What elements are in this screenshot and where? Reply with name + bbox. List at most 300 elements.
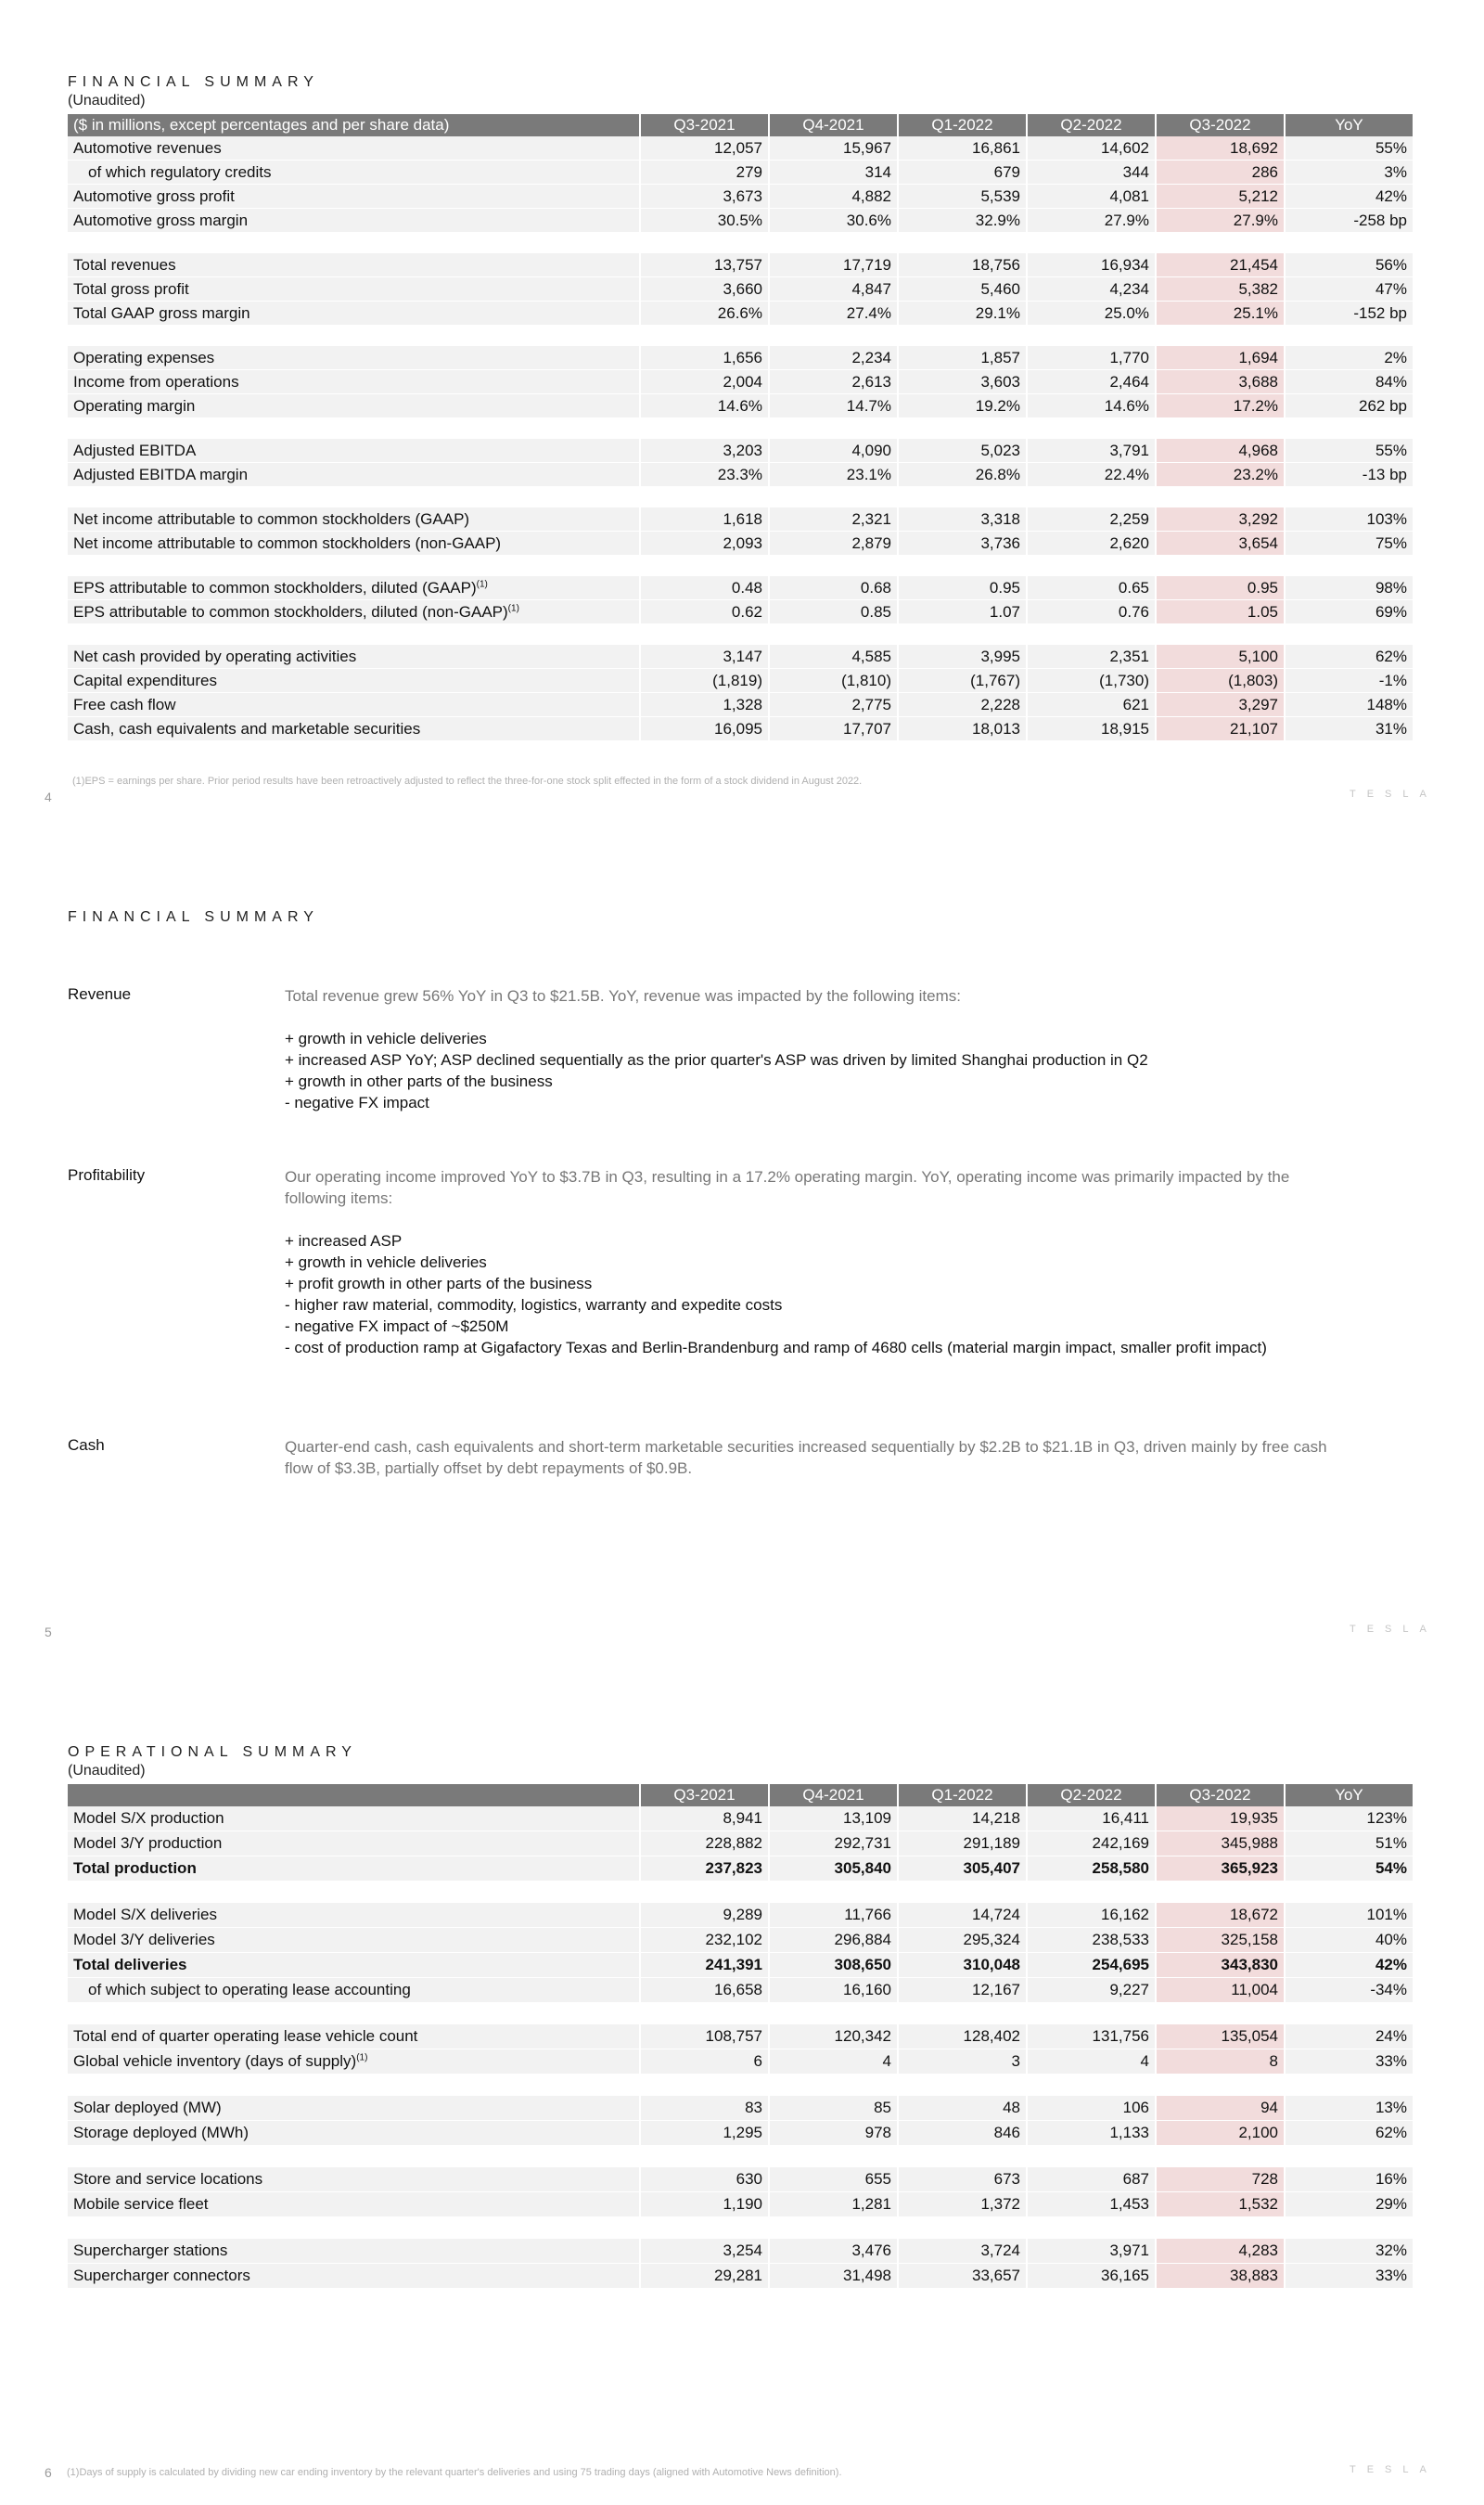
yoy-cell: 55% — [1285, 439, 1414, 463]
table-row — [68, 1978, 1414, 2003]
value-cell: 17.2% — [1156, 394, 1285, 418]
row-label: EPS attributable to common stockholders, diluted (GAAP)$^{(1)}$ — [68, 576, 640, 600]
value-cell: (1,819) — [640, 669, 769, 693]
value-cell: 1,694 — [1156, 346, 1285, 370]
value-cell: 26.8% — [898, 463, 1027, 487]
value-cell: 9,289 — [640, 1903, 769, 1928]
summary-item: - negative FX impact — [285, 1094, 429, 1111]
value-cell: 8,941 — [640, 1806, 769, 1831]
value-cell: 14.6% — [1027, 394, 1156, 418]
yoy-cell: 29% — [1285, 2192, 1414, 2217]
value-cell: 6 — [640, 2049, 769, 2075]
value-cell: 325,158 — [1156, 1928, 1285, 1953]
value-cell: 25.0% — [1027, 302, 1156, 326]
tesla-wordmark: TESLA — [1350, 789, 1438, 800]
value-cell: 13,757 — [640, 253, 769, 277]
value-cell: 12,167 — [898, 1978, 1027, 2003]
header-column: Q1-2022 — [898, 1784, 1027, 1806]
summary-intro: Our operating income improved YoY to $3.7B in Q3, resulting in a 17.2% operating margin. YoY, operating income was primarily impacted by the following items: — [285, 1168, 1290, 1207]
value-cell: 365,923 — [1156, 1856, 1285, 1882]
table-row — [68, 693, 1414, 717]
spacer-row — [68, 2146, 1414, 2167]
header-column: Q4-2021 — [769, 114, 898, 136]
table-row — [68, 136, 1414, 161]
value-cell: (1,767) — [898, 669, 1027, 693]
value-cell: 1.07 — [898, 600, 1027, 624]
page-financial-summary-text — [0, 835, 1484, 1670]
yoy-cell: 55% — [1285, 136, 1414, 161]
value-cell: 655 — [769, 2167, 898, 2192]
value-cell: 23.2% — [1156, 463, 1285, 487]
value-cell: 0.85 — [769, 600, 898, 624]
value-cell: 17,707 — [769, 717, 898, 741]
row-label: Adjusted EBITDA — [68, 439, 640, 463]
value-cell: 33,657 — [898, 2264, 1027, 2289]
header-column: Q1-2022 — [898, 114, 1027, 136]
yoy-cell: 62% — [1285, 2121, 1414, 2146]
table-row — [68, 161, 1414, 185]
value-cell: 3,254 — [640, 2239, 769, 2264]
value-cell: 2,464 — [1027, 370, 1156, 394]
section-title: OPERATIONAL SUMMARY — [68, 1744, 357, 1760]
table-row — [68, 1903, 1414, 1928]
value-cell: 279 — [640, 161, 769, 185]
table-row — [68, 507, 1414, 532]
value-cell: 2,228 — [898, 693, 1027, 717]
value-cell: 29,281 — [640, 2264, 769, 2289]
row-label: Store and service locations — [68, 2167, 640, 2192]
value-cell: 48 — [898, 2096, 1027, 2121]
row-label: Net income attributable to common stockholders (GAAP) — [68, 507, 640, 532]
value-cell: 5,539 — [898, 185, 1027, 209]
value-cell: 2,259 — [1027, 507, 1156, 532]
yoy-cell: 42% — [1285, 185, 1414, 209]
value-cell: 1,656 — [640, 346, 769, 370]
value-cell: 1.05 — [1156, 600, 1285, 624]
table-row — [68, 600, 1414, 624]
header-column: YoY — [1285, 1784, 1414, 1806]
value-cell: 314 — [769, 161, 898, 185]
value-cell: 3,660 — [640, 277, 769, 302]
value-cell: 4 — [769, 2049, 898, 2075]
yoy-cell: 62% — [1285, 645, 1414, 669]
value-cell: 1,133 — [1027, 2121, 1156, 2146]
row-label: of which regulatory credits — [68, 161, 640, 185]
footnote-marker: (1) — [507, 602, 519, 613]
yoy-cell: -13 bp — [1285, 463, 1414, 487]
summary-item: + profit growth in other parts of the business — [285, 1275, 593, 1292]
value-cell: 5,382 — [1156, 277, 1285, 302]
summary-body — [285, 1436, 1351, 1479]
value-cell: 16,160 — [769, 1978, 898, 2003]
value-cell: 16,861 — [898, 136, 1027, 161]
section-title: FINANCIAL SUMMARY — [68, 909, 319, 925]
row-label: Free cash flow — [68, 693, 640, 717]
section-subtitle: (Unaudited) — [68, 1763, 146, 1779]
value-cell: 3 — [898, 2049, 1027, 2075]
value-cell: 120,342 — [769, 2024, 898, 2049]
value-cell: 344 — [1027, 161, 1156, 185]
value-cell: 242,169 — [1027, 1831, 1156, 1856]
value-cell: 3,147 — [640, 645, 769, 669]
summary-intro: Total revenue grew 56% YoY in Q3 to $21.5B. YoY, revenue was impacted by the following items: — [285, 987, 961, 1005]
value-cell: 1,295 — [640, 2121, 769, 2146]
yoy-cell: 75% — [1285, 532, 1414, 556]
header-column: Q2-2022 — [1027, 114, 1156, 136]
table-row — [68, 669, 1414, 693]
value-cell: 21,107 — [1156, 717, 1285, 741]
yoy-cell: 101% — [1285, 1903, 1414, 1928]
value-cell: 2,004 — [640, 370, 769, 394]
table-row — [68, 1856, 1414, 1882]
table-header-row — [68, 114, 1414, 136]
table-row — [68, 394, 1414, 418]
value-cell: 18,756 — [898, 253, 1027, 277]
section-subtitle: (Unaudited) — [68, 93, 146, 109]
value-cell: 343,830 — [1156, 1953, 1285, 1978]
row-label: Adjusted EBITDA margin — [68, 463, 640, 487]
table-row — [68, 1953, 1414, 1978]
summary-label: Profitability — [68, 1166, 146, 1184]
table-row — [68, 277, 1414, 302]
value-cell: 4,283 — [1156, 2239, 1285, 2264]
value-cell: 27.4% — [769, 302, 898, 326]
value-cell: 135,054 — [1156, 2024, 1285, 2049]
table-row — [68, 645, 1414, 669]
value-cell: 621 — [1027, 693, 1156, 717]
operational-summary-table — [68, 1784, 1414, 2289]
financial-summary-table — [68, 114, 1414, 741]
value-cell: 3,654 — [1156, 532, 1285, 556]
value-cell: 2,613 — [769, 370, 898, 394]
value-cell: 228,882 — [640, 1831, 769, 1856]
yoy-cell: 33% — [1285, 2049, 1414, 2075]
value-cell: 14,218 — [898, 1806, 1027, 1831]
spacer-cell — [68, 556, 1414, 576]
spacer-cell — [68, 2003, 1414, 2024]
value-cell: 2,879 — [769, 532, 898, 556]
value-cell: 3,673 — [640, 185, 769, 209]
value-cell: 305,840 — [769, 1856, 898, 1882]
spacer-cell — [68, 1882, 1414, 1903]
value-cell: 345,988 — [1156, 1831, 1285, 1856]
yoy-cell: 40% — [1285, 1928, 1414, 1953]
value-cell: 3,736 — [898, 532, 1027, 556]
table-row — [68, 2264, 1414, 2289]
yoy-cell: 32% — [1285, 2239, 1414, 2264]
value-cell: 3,791 — [1027, 439, 1156, 463]
footnote-marker: (1) — [356, 2052, 368, 2063]
yoy-cell: 31% — [1285, 717, 1414, 741]
value-cell: 2,620 — [1027, 532, 1156, 556]
spacer-row — [68, 2075, 1414, 2096]
table-row — [68, 576, 1414, 600]
spacer-row — [68, 556, 1414, 576]
spacer-cell — [68, 2217, 1414, 2239]
row-label: Model 3/Y production — [68, 1831, 640, 1856]
table-row — [68, 2239, 1414, 2264]
value-cell: 305,407 — [898, 1856, 1027, 1882]
row-label: Automotive revenues — [68, 136, 640, 161]
table-row — [68, 370, 1414, 394]
value-cell: 36,165 — [1027, 2264, 1156, 2289]
value-cell: 3,203 — [640, 439, 769, 463]
value-cell: 1,281 — [769, 2192, 898, 2217]
row-label: Operating expenses — [68, 346, 640, 370]
spacer-cell — [68, 2075, 1414, 2096]
value-cell: 310,048 — [898, 1953, 1027, 1978]
row-label: Supercharger connectors — [68, 2264, 640, 2289]
value-cell: 1,372 — [898, 2192, 1027, 2217]
table-row — [68, 185, 1414, 209]
table-row — [68, 439, 1414, 463]
value-cell: 18,692 — [1156, 136, 1285, 161]
row-label: Total gross profit — [68, 277, 640, 302]
row-label: Total GAAP gross margin — [68, 302, 640, 326]
value-cell: 83 — [640, 2096, 769, 2121]
page-operational-table — [0, 1670, 1484, 2505]
value-cell: 254,695 — [1027, 1953, 1156, 1978]
value-cell: 258,580 — [1027, 1856, 1156, 1882]
yoy-cell: 262 bp — [1285, 394, 1414, 418]
value-cell: 18,013 — [898, 717, 1027, 741]
spacer-row — [68, 326, 1414, 346]
value-cell: 3,971 — [1027, 2239, 1156, 2264]
table-row — [68, 717, 1414, 741]
yoy-cell: -34% — [1285, 1978, 1414, 2003]
table-row — [68, 1806, 1414, 1831]
value-cell: 2,234 — [769, 346, 898, 370]
spacer-cell — [68, 418, 1414, 439]
table-row — [68, 302, 1414, 326]
value-cell: 11,004 — [1156, 1978, 1285, 2003]
spacer-row — [68, 1882, 1414, 1903]
value-cell: 2,775 — [769, 693, 898, 717]
value-cell: 296,884 — [769, 1928, 898, 1953]
value-cell: 17,719 — [769, 253, 898, 277]
value-cell: 26.6% — [640, 302, 769, 326]
row-label: Capital expenditures — [68, 669, 640, 693]
summary-body — [285, 1166, 1351, 1358]
spacer-row — [68, 418, 1414, 439]
value-cell: 2,321 — [769, 507, 898, 532]
table-row — [68, 2049, 1414, 2075]
value-cell: (1,730) — [1027, 669, 1156, 693]
summary-item: + increased ASP YoY; ASP declined sequentially as the prior quarter's ASP was driven by limited Shanghai production in Q2 — [285, 1051, 1148, 1069]
yoy-cell: 24% — [1285, 2024, 1414, 2049]
table-row — [68, 2167, 1414, 2192]
value-cell: 5,212 — [1156, 185, 1285, 209]
value-cell: 1,190 — [640, 2192, 769, 2217]
value-cell: 846 — [898, 2121, 1027, 2146]
value-cell: 2,100 — [1156, 2121, 1285, 2146]
page-number: 6 — [45, 2465, 52, 2480]
value-cell: 5,023 — [898, 439, 1027, 463]
value-cell: 23.1% — [769, 463, 898, 487]
value-cell: 4,234 — [1027, 277, 1156, 302]
table-header-row — [68, 1784, 1414, 1806]
value-cell: 30.6% — [769, 209, 898, 233]
value-cell: 4,968 — [1156, 439, 1285, 463]
footnote-visible: (1)Days of supply is calculated by dividing new car ending inventory by the relevant quarter's deliveries and using 75 trading days (aligned with Automotive News definition). — [67, 2467, 842, 2478]
value-cell: 16,934 — [1027, 253, 1156, 277]
value-cell: 978 — [769, 2121, 898, 2146]
value-cell: 0.95 — [898, 576, 1027, 600]
value-cell: 237,823 — [640, 1856, 769, 1882]
table-row — [68, 463, 1414, 487]
yoy-cell: 2% — [1285, 346, 1414, 370]
yoy-cell: 103% — [1285, 507, 1414, 532]
value-cell: 16,095 — [640, 717, 769, 741]
value-cell: 2,093 — [640, 532, 769, 556]
yoy-cell: 47% — [1285, 277, 1414, 302]
value-cell: 0.95 — [1156, 576, 1285, 600]
value-cell: 14.6% — [640, 394, 769, 418]
spacer-row — [68, 2217, 1414, 2239]
value-cell: 25.1% — [1156, 302, 1285, 326]
yoy-cell: 84% — [1285, 370, 1414, 394]
spacer-cell — [68, 487, 1414, 507]
spacer-cell — [68, 326, 1414, 346]
value-cell: 16,162 — [1027, 1903, 1156, 1928]
summary-item: + growth in vehicle deliveries — [285, 1030, 487, 1047]
yoy-cell: -1% — [1285, 669, 1414, 693]
value-cell: 1,770 — [1027, 346, 1156, 370]
header-column: YoY — [1285, 114, 1414, 136]
value-cell: 291,189 — [898, 1831, 1027, 1856]
row-label: Storage deployed (MWh) — [68, 2121, 640, 2146]
yoy-cell: -152 bp — [1285, 302, 1414, 326]
value-cell: 18,915 — [1027, 717, 1156, 741]
value-cell: 8 — [1156, 2049, 1285, 2075]
value-cell: (1,810) — [769, 669, 898, 693]
value-cell: 38,883 — [1156, 2264, 1285, 2289]
value-cell: 18,672 — [1156, 1903, 1285, 1928]
row-label: Operating margin — [68, 394, 640, 418]
value-cell: 241,391 — [640, 1953, 769, 1978]
row-label: of which subject to operating lease accounting — [68, 1978, 640, 2003]
row-label: Supercharger stations — [68, 2239, 640, 2264]
value-cell: 4,081 — [1027, 185, 1156, 209]
value-cell: 106 — [1027, 2096, 1156, 2121]
value-cell: 94 — [1156, 2096, 1285, 2121]
value-cell: 2,351 — [1027, 645, 1156, 669]
value-cell: 19,935 — [1156, 1806, 1285, 1831]
footnote-marker: (1) — [476, 578, 488, 589]
value-cell: 0.48 — [640, 576, 769, 600]
value-cell: 9,227 — [1027, 1978, 1156, 2003]
summary-intro: Quarter-end cash, cash equivalents and short-term marketable securities increased sequentially by $2.2B to $21.1B in Q3, driven mainly by free cash flow of $3.3B, partially offset by debt repayments of $0.9B. — [285, 1438, 1327, 1477]
row-label: EPS attributable to common stockholders, diluted (non-GAAP)$^{(1)}$ — [68, 600, 640, 624]
yoy-cell: -258 bp — [1285, 209, 1414, 233]
spacer-cell — [68, 624, 1414, 645]
value-cell: 5,100 — [1156, 645, 1285, 669]
value-cell: 238,533 — [1027, 1928, 1156, 1953]
value-cell: 1,328 — [640, 693, 769, 717]
value-cell: 85 — [769, 2096, 898, 2121]
tesla-wordmark: TESLA — [1350, 2464, 1438, 2475]
value-cell: 232,102 — [640, 1928, 769, 1953]
row-label: Cash, cash equivalents and marketable securities — [68, 717, 640, 741]
value-cell: 4,585 — [769, 645, 898, 669]
value-cell: 12,057 — [640, 136, 769, 161]
value-cell: 673 — [898, 2167, 1027, 2192]
summary-label: Cash — [68, 1436, 105, 1454]
value-cell: 0.65 — [1027, 576, 1156, 600]
value-cell: 0.76 — [1027, 600, 1156, 624]
page-number: 4 — [45, 790, 52, 804]
row-label: Global vehicle inventory (days of supply)$^{(1)}$ — [68, 2049, 640, 2075]
yoy-cell: 148% — [1285, 693, 1414, 717]
summary-item: + increased ASP — [285, 1232, 403, 1250]
value-cell: 3,603 — [898, 370, 1027, 394]
value-cell: 3,297 — [1156, 693, 1285, 717]
summary-item: + growth in other parts of the business — [285, 1073, 553, 1090]
spacer-row — [68, 624, 1414, 645]
summary-label: Revenue — [68, 985, 132, 1003]
header-column: Q3-2022 — [1156, 114, 1285, 136]
header-column: Q4-2021 — [769, 1784, 898, 1806]
value-cell: 3,688 — [1156, 370, 1285, 394]
yoy-cell: 56% — [1285, 253, 1414, 277]
value-cell: 14,724 — [898, 1903, 1027, 1928]
row-label: Automotive gross margin — [68, 209, 640, 233]
value-cell: 1,857 — [898, 346, 1027, 370]
yoy-cell: 13% — [1285, 2096, 1414, 2121]
row-label: Total production — [68, 1856, 640, 1882]
value-cell: 22.4% — [1027, 463, 1156, 487]
value-cell: 1,618 — [640, 507, 769, 532]
value-cell: 728 — [1156, 2167, 1285, 2192]
summary-item: + growth in vehicle deliveries — [285, 1253, 487, 1271]
value-cell: 15,967 — [769, 136, 898, 161]
spacer-row — [68, 233, 1414, 253]
yoy-cell: 123% — [1285, 1806, 1414, 1831]
yoy-cell: 54% — [1285, 1856, 1414, 1882]
value-cell: 0.62 — [640, 600, 769, 624]
value-cell: 3,724 — [898, 2239, 1027, 2264]
spacer-cell — [68, 2146, 1414, 2167]
page-number: 5 — [45, 1625, 52, 1639]
row-label: Solar deployed (MW) — [68, 2096, 640, 2121]
value-cell: 687 — [1027, 2167, 1156, 2192]
value-cell: 29.1% — [898, 302, 1027, 326]
value-cell: 679 — [898, 161, 1027, 185]
row-label: Total revenues — [68, 253, 640, 277]
value-cell: 21,454 — [1156, 253, 1285, 277]
header-label: ($ in millions, except percentages and per share data) — [68, 114, 640, 136]
summary-item: - negative FX impact of ~$250M — [285, 1317, 509, 1335]
value-cell: 1,453 — [1027, 2192, 1156, 2217]
value-cell: 5,460 — [898, 277, 1027, 302]
table-row — [68, 253, 1414, 277]
row-label: Mobile service fleet — [68, 2192, 640, 2217]
yoy-cell: 98% — [1285, 576, 1414, 600]
header-label — [68, 1784, 640, 1806]
value-cell: 27.9% — [1027, 209, 1156, 233]
row-label: Model S/X deliveries — [68, 1903, 640, 1928]
value-cell: 4,090 — [769, 439, 898, 463]
summary-item: - higher raw material, commodity, logistics, warranty and expedite costs — [285, 1296, 783, 1314]
value-cell: 3,292 — [1156, 507, 1285, 532]
table-row — [68, 532, 1414, 556]
value-cell: 3,476 — [769, 2239, 898, 2264]
value-cell: 32.9% — [898, 209, 1027, 233]
value-cell: 0.68 — [769, 576, 898, 600]
row-label: Net cash provided by operating activities — [68, 645, 640, 669]
value-cell: 31,498 — [769, 2264, 898, 2289]
value-cell: 4,882 — [769, 185, 898, 209]
